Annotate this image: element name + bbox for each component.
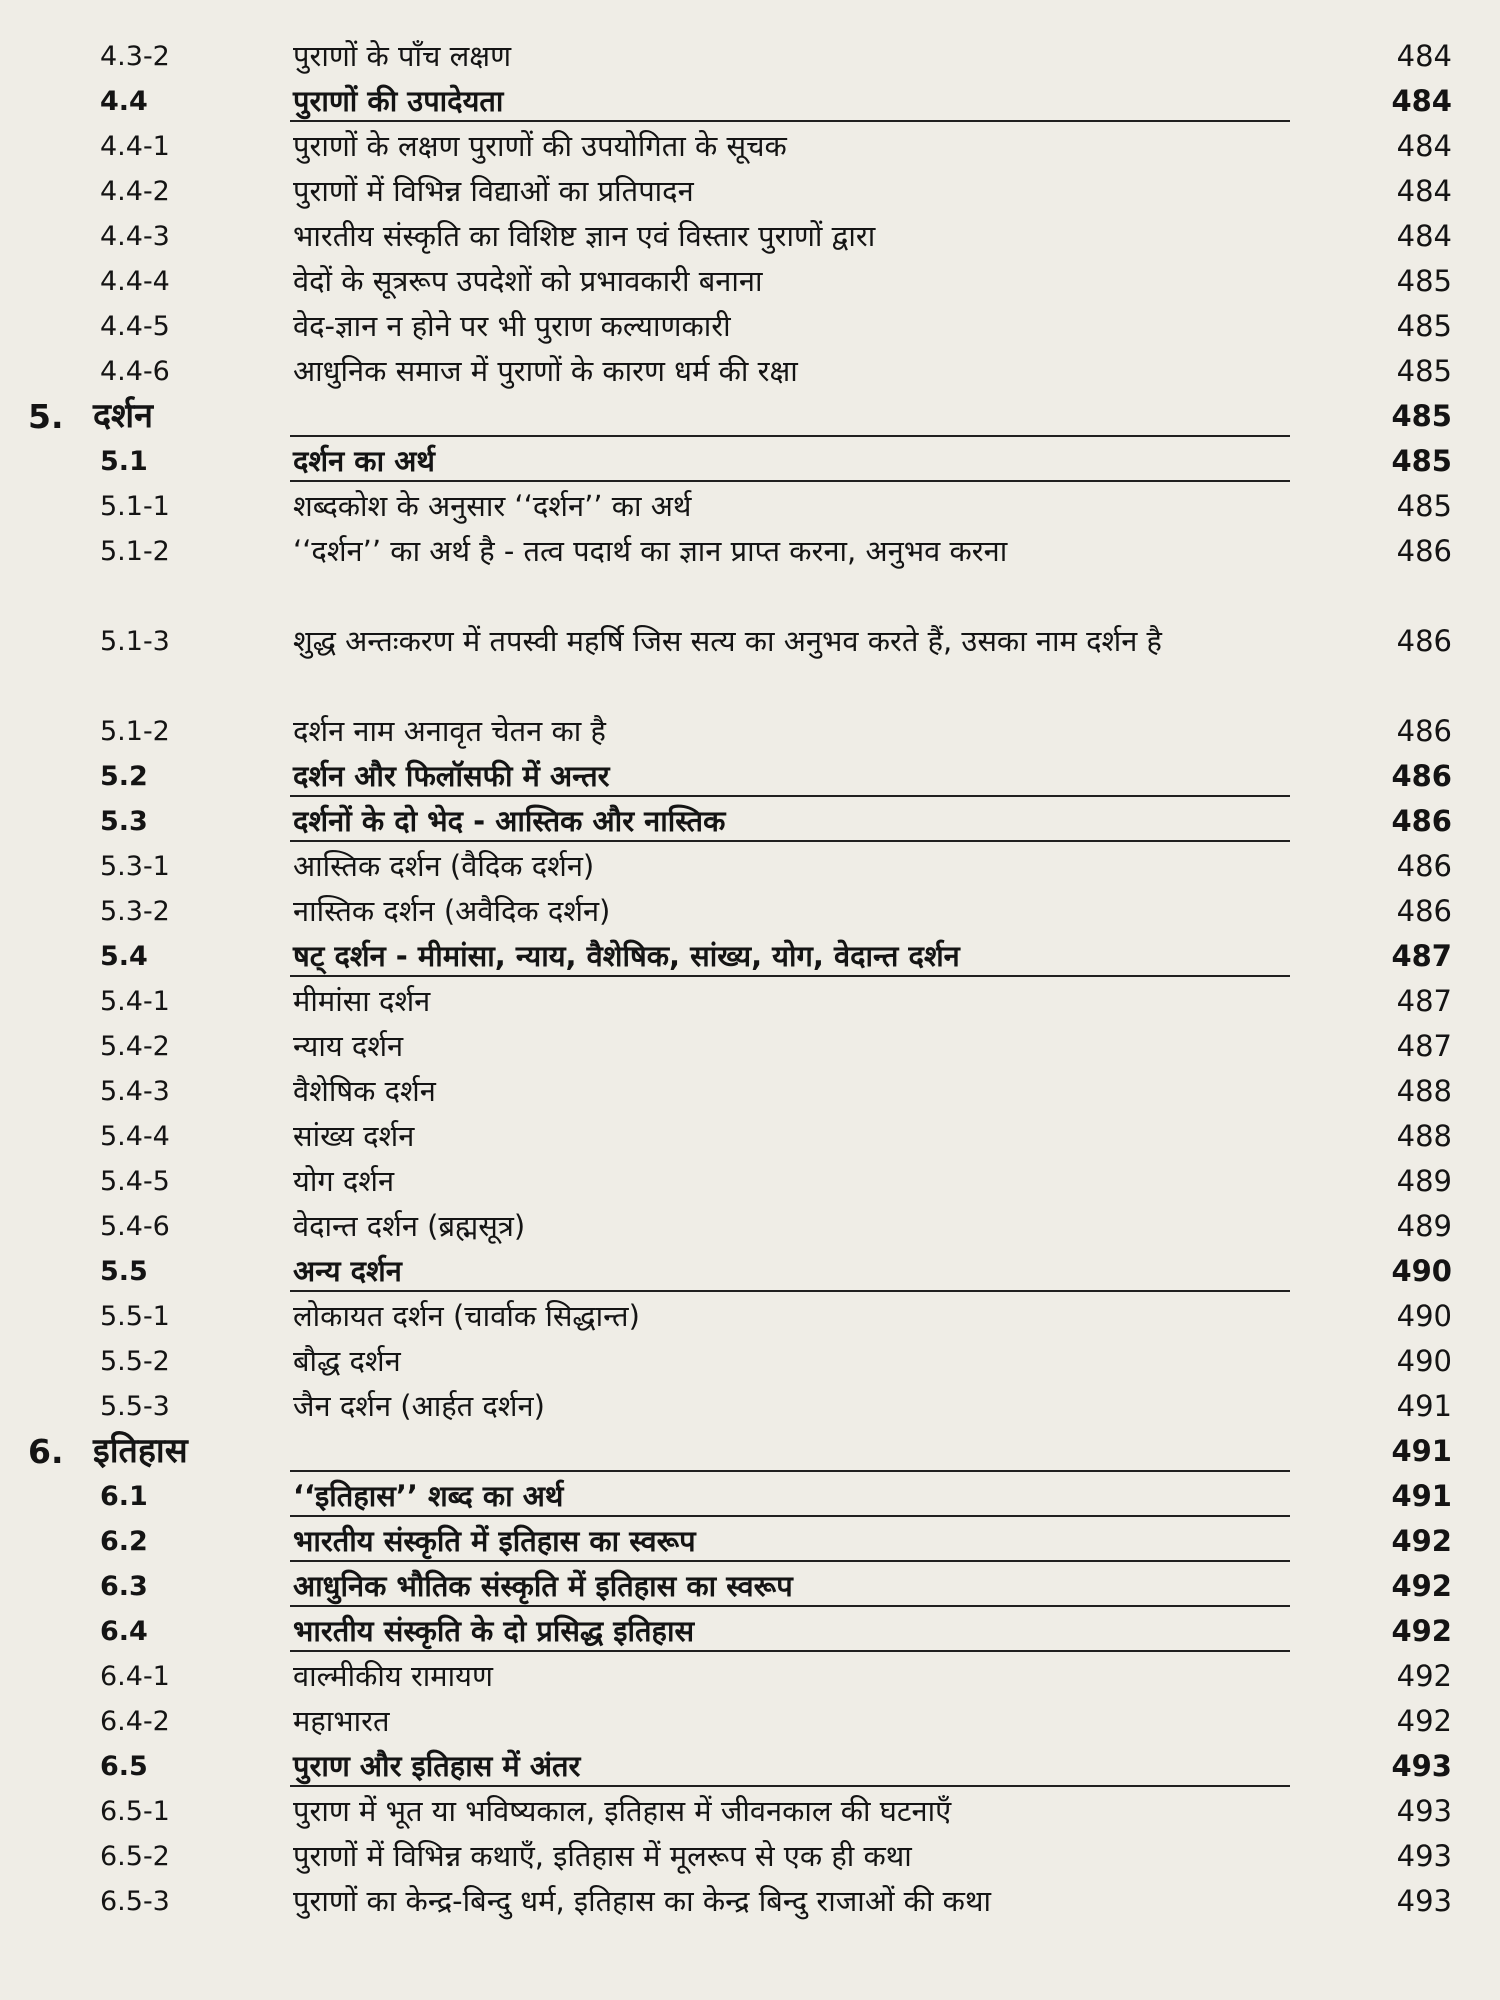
toc-entry-title: मीमांसा दर्शन <box>293 984 431 1018</box>
toc-entry <box>0 1069 1500 1114</box>
toc-entry <box>0 709 1500 754</box>
toc-entry <box>0 1834 1500 1879</box>
toc-entry <box>0 304 1500 349</box>
toc-entry <box>0 1114 1500 1159</box>
toc-entry-page: 489 <box>1396 1209 1452 1243</box>
toc-entry-title: सांख्य दर्शन <box>293 1119 415 1153</box>
toc-entry-page: 492 <box>1396 1659 1452 1693</box>
toc-entry-title: शुद्ध अन्तःकरण में तपस्वी महर्षि जिस सत्य का अनुभव करते हैं, उसका नाम दर्शन है <box>293 624 1162 658</box>
toc-entry-page: 487 <box>1391 939 1452 973</box>
section-underline <box>290 480 1290 482</box>
toc-entry-number: 5.4-4 <box>100 1121 170 1152</box>
toc-entry-number: 6.3 <box>100 1571 148 1602</box>
toc-entry-number: 6.1 <box>100 1481 148 1512</box>
toc-entry-page: 484 <box>1396 219 1452 253</box>
toc-entry-number: 6.5 <box>100 1751 148 1782</box>
toc-entry-page: 487 <box>1396 1029 1452 1063</box>
toc-entry <box>0 169 1500 214</box>
toc-entry-number: 6.4-2 <box>100 1706 170 1737</box>
toc-entry-number: 5.3 <box>100 806 148 837</box>
toc-entry-page: 493 <box>1396 1884 1452 1918</box>
toc-entry-title: लोकायत दर्शन (चार्वाक सिद्धान्त) <box>293 1299 640 1333</box>
toc-entry-title: वैशेषिक दर्शन <box>293 1074 436 1108</box>
toc-entry-title: योग दर्शन <box>293 1164 395 1198</box>
toc-entry <box>0 1654 1500 1699</box>
toc-entry-number: 5.1-3 <box>100 626 170 657</box>
toc-entry-page: 484 <box>1396 129 1452 163</box>
toc-entry <box>0 1699 1500 1744</box>
toc-entry-number: 5.2 <box>100 761 148 792</box>
toc-entry-page: 490 <box>1391 1254 1452 1288</box>
toc-entry-title: दर्शन <box>93 396 154 436</box>
toc-entry-number: 5.4-1 <box>100 986 170 1017</box>
toc-entry <box>0 934 1500 979</box>
toc-entry-number: 5.5-1 <box>100 1301 170 1332</box>
toc-entry-number: 5.5-3 <box>100 1391 170 1422</box>
toc-entry-page: 488 <box>1396 1074 1452 1108</box>
toc-entry-page: 486 <box>1396 894 1452 928</box>
toc-entry <box>0 1474 1500 1519</box>
toc-entry <box>0 1429 1500 1474</box>
toc-entry-number: 5.4-3 <box>100 1076 170 1107</box>
toc-entry-number: 4.4-4 <box>100 266 170 297</box>
section-underline <box>290 1515 1290 1517</box>
toc-entry-page: 486 <box>1391 804 1452 838</box>
toc-entry-number: 4.4-6 <box>100 356 170 387</box>
toc-entry <box>0 1519 1500 1564</box>
toc-entry <box>0 1249 1500 1294</box>
toc-entry-page: 492 <box>1391 1524 1452 1558</box>
toc-entry <box>0 1294 1500 1339</box>
section-underline <box>290 795 1290 797</box>
toc-entry-number: 6.5-3 <box>100 1886 170 1917</box>
toc-entry <box>0 124 1500 169</box>
toc-entry-title: पुराण में भूत या भविष्यकाल, इतिहास में जीवनकाल की घटनाएँ <box>293 1794 952 1828</box>
toc-entry-page: 484 <box>1391 84 1452 118</box>
toc-entry-number: 4.4-3 <box>100 221 170 252</box>
toc-entry <box>0 619 1500 709</box>
toc-entry <box>0 1024 1500 1069</box>
toc-entry <box>0 1204 1500 1249</box>
toc-entry <box>0 799 1500 844</box>
toc-entry-title: पुराणों में विभिन्न विद्याओं का प्रतिपादन <box>293 174 694 208</box>
toc-entry-page: 490 <box>1396 1299 1452 1333</box>
toc-entry-title: नास्तिक दर्शन (अवैदिक दर्शन) <box>293 894 611 928</box>
toc-entry-title: महाभारत <box>293 1704 390 1738</box>
section-underline <box>290 840 1290 842</box>
toc-entry <box>0 1339 1500 1384</box>
toc-entry <box>0 349 1500 394</box>
toc-entry-number: 5. <box>28 397 64 436</box>
toc-entry <box>0 1744 1500 1789</box>
toc-entry-number: 6.4-1 <box>100 1661 170 1692</box>
toc-entry-title: न्याय दर्शन <box>293 1029 404 1063</box>
section-underline <box>290 1470 1290 1472</box>
toc-entry-page: 486 <box>1391 759 1452 793</box>
toc-entry <box>0 889 1500 934</box>
toc-entry-number: 6. <box>28 1432 64 1471</box>
toc-entry-title: आस्तिक दर्शन (वैदिक दर्शन) <box>293 849 595 883</box>
toc-entry <box>0 754 1500 799</box>
toc-entry-title: बौद्ध दर्शन <box>293 1344 401 1378</box>
toc-entry-title: ‘‘इतिहास’’ शब्द का अर्थ <box>293 1479 564 1513</box>
toc-entry <box>0 1789 1500 1834</box>
toc-entry-page: 493 <box>1396 1839 1452 1873</box>
toc-entry-title: पुराणों के पाँच लक्षण <box>293 39 512 73</box>
toc-entry <box>0 259 1500 304</box>
toc-entry-title: वेदान्त दर्शन (ब्रह्मसूत्र) <box>293 1209 526 1243</box>
toc-entry-page: 488 <box>1396 1119 1452 1153</box>
toc-entry-title: शब्दकोश के अनुसार ‘‘दर्शन’’ का अर्थ <box>293 489 692 523</box>
toc-entry <box>0 394 1500 439</box>
toc-entry-page: 491 <box>1396 1389 1452 1423</box>
toc-entry-page: 484 <box>1396 39 1452 73</box>
toc-entry-title: वेदों के सूत्ररूप उपदेशों को प्रभावकारी बनाना <box>293 264 763 298</box>
toc-entry <box>0 1384 1500 1429</box>
toc-entry-title: भारतीय संस्कृति का विशिष्ट ज्ञान एवं विस्तार पुराणों द्वारा <box>293 219 876 253</box>
toc-entry-page: 486 <box>1396 624 1452 658</box>
toc-entry-number: 5.4-6 <box>100 1211 170 1242</box>
toc-entry-title: षट् दर्शन - मीमांसा, न्याय, वैशेषिक, सांख्य, योग, वेदान्त दर्शन <box>293 939 960 973</box>
toc-entry-title: वेद-ज्ञान न होने पर भी पुराण कल्याणकारी <box>293 309 731 343</box>
toc-entry-number: 5.4 <box>100 941 148 972</box>
toc-entry-page: 491 <box>1391 1479 1452 1513</box>
toc-entry-title: इतिहास <box>93 1431 188 1471</box>
toc-entry-page: 485 <box>1391 444 1452 478</box>
toc-entry-title: दर्शन और फिलॉसफी में अन्तर <box>293 759 610 793</box>
toc-entry-title: आधुनिक समाज में पुराणों के कारण धर्म की रक्षा <box>293 354 798 388</box>
toc-entry-title: दर्शनों के दो भेद - आस्तिक और नास्तिक <box>293 804 726 838</box>
toc-entry-page: 484 <box>1396 174 1452 208</box>
toc-entry-title: पुराण और इतिहास में अंतर <box>293 1749 581 1783</box>
toc-entry-title: जैन दर्शन (आर्हत दर्शन) <box>293 1389 545 1423</box>
toc-entry-number: 4.4-5 <box>100 311 170 342</box>
toc-entry <box>0 79 1500 124</box>
toc-entry-title: पुराणों का केन्द्र-बिन्दु धर्म, इतिहास का केन्द्र बिन्दु राजाओं की कथा <box>293 1884 991 1918</box>
toc-entry-number: 6.4 <box>100 1616 148 1647</box>
toc-entry-number: 5.1-2 <box>100 716 170 747</box>
section-underline <box>290 120 1290 122</box>
toc-entry <box>0 979 1500 1024</box>
toc-entry <box>0 34 1500 79</box>
toc-entry-number: 5.4-2 <box>100 1031 170 1062</box>
toc-entry-page: 485 <box>1391 399 1452 433</box>
section-underline <box>290 1785 1290 1787</box>
toc-entry-title: अन्य दर्शन <box>293 1254 402 1288</box>
toc-entry-page: 487 <box>1396 984 1452 1018</box>
toc-entry-number: 5.1-1 <box>100 491 170 522</box>
toc-entry-number: 5.5-2 <box>100 1346 170 1377</box>
toc-entry-page: 491 <box>1391 1434 1452 1468</box>
toc-entry-page: 485 <box>1396 309 1452 343</box>
toc-entry-title: दर्शन नाम अनावृत चेतन का है <box>293 714 606 748</box>
toc-entry-title: वाल्मीकीय रामायण <box>293 1659 493 1693</box>
toc-entry-number: 4.3-2 <box>100 41 170 72</box>
toc-entry-page: 493 <box>1391 1749 1452 1783</box>
toc-entry-title: दर्शन का अर्थ <box>293 444 435 478</box>
toc-entry-page: 492 <box>1396 1704 1452 1738</box>
toc-entry-page: 485 <box>1396 489 1452 523</box>
toc-entry-page: 486 <box>1396 714 1452 748</box>
toc-entry <box>0 439 1500 484</box>
toc-entry <box>0 844 1500 889</box>
toc-entry-number: 5.5 <box>100 1256 148 1287</box>
toc-entry-title: आधुनिक भौतिक संस्कृति में इतिहास का स्वरूप <box>293 1569 793 1603</box>
toc-entry-number: 4.4-2 <box>100 176 170 207</box>
toc-entry <box>0 1159 1500 1204</box>
toc-entry-number: 5.4-5 <box>100 1166 170 1197</box>
toc-entry <box>0 484 1500 529</box>
toc-entry <box>0 1879 1500 1969</box>
toc-entry-title: पुराणों की उपादेयता <box>293 84 504 118</box>
toc-entry-page: 485 <box>1396 264 1452 298</box>
toc-entry-number: 5.1 <box>100 446 148 477</box>
toc-entry-page: 493 <box>1396 1794 1452 1828</box>
toc-entry-title: पुराणों के लक्षण पुराणों की उपयोगिता के सूचक <box>293 129 787 163</box>
section-underline <box>290 435 1290 437</box>
toc-entry <box>0 1609 1500 1654</box>
toc-entry-page: 486 <box>1396 849 1452 883</box>
section-underline <box>290 975 1290 977</box>
section-underline <box>290 1605 1290 1607</box>
toc-entry-number: 6.5-2 <box>100 1841 170 1872</box>
toc-entry-number: 5.3-2 <box>100 896 170 927</box>
toc-entry-number: 4.4 <box>100 86 148 117</box>
toc-entry <box>0 1564 1500 1609</box>
section-underline <box>290 1560 1290 1562</box>
toc-entry-title: भारतीय संस्कृति में इतिहास का स्वरूप <box>293 1524 696 1558</box>
toc-entry <box>0 214 1500 259</box>
toc-entry-title: भारतीय संस्कृति के दो प्रसिद्ध इतिहास <box>293 1614 695 1648</box>
toc-entry-page: 490 <box>1396 1344 1452 1378</box>
toc-entry-page: 489 <box>1396 1164 1452 1198</box>
toc-entry <box>0 529 1500 619</box>
toc-entry-page: 492 <box>1391 1614 1452 1648</box>
toc-entry-page: 492 <box>1391 1569 1452 1603</box>
section-underline <box>290 1290 1290 1292</box>
section-underline <box>290 1650 1290 1652</box>
toc-entry-number: 5.1-2 <box>100 536 170 567</box>
toc-entry-title: ‘‘दर्शन’’ का अर्थ है - तत्व पदार्थ का ज्ञान प्राप्त करना, अनुभव करना <box>293 534 1008 568</box>
toc-entry-number: 4.4-1 <box>100 131 170 162</box>
toc-entry-number: 6.2 <box>100 1526 148 1557</box>
toc-entry-number: 6.5-1 <box>100 1796 170 1827</box>
toc-entry-page: 486 <box>1396 534 1452 568</box>
toc-entry-page: 485 <box>1396 354 1452 388</box>
toc-entry-title: पुराणों में विभिन्न कथाएँ, इतिहास में मूलरूप से एक ही कथा <box>293 1839 912 1873</box>
toc-entry-number: 5.3-1 <box>100 851 170 882</box>
